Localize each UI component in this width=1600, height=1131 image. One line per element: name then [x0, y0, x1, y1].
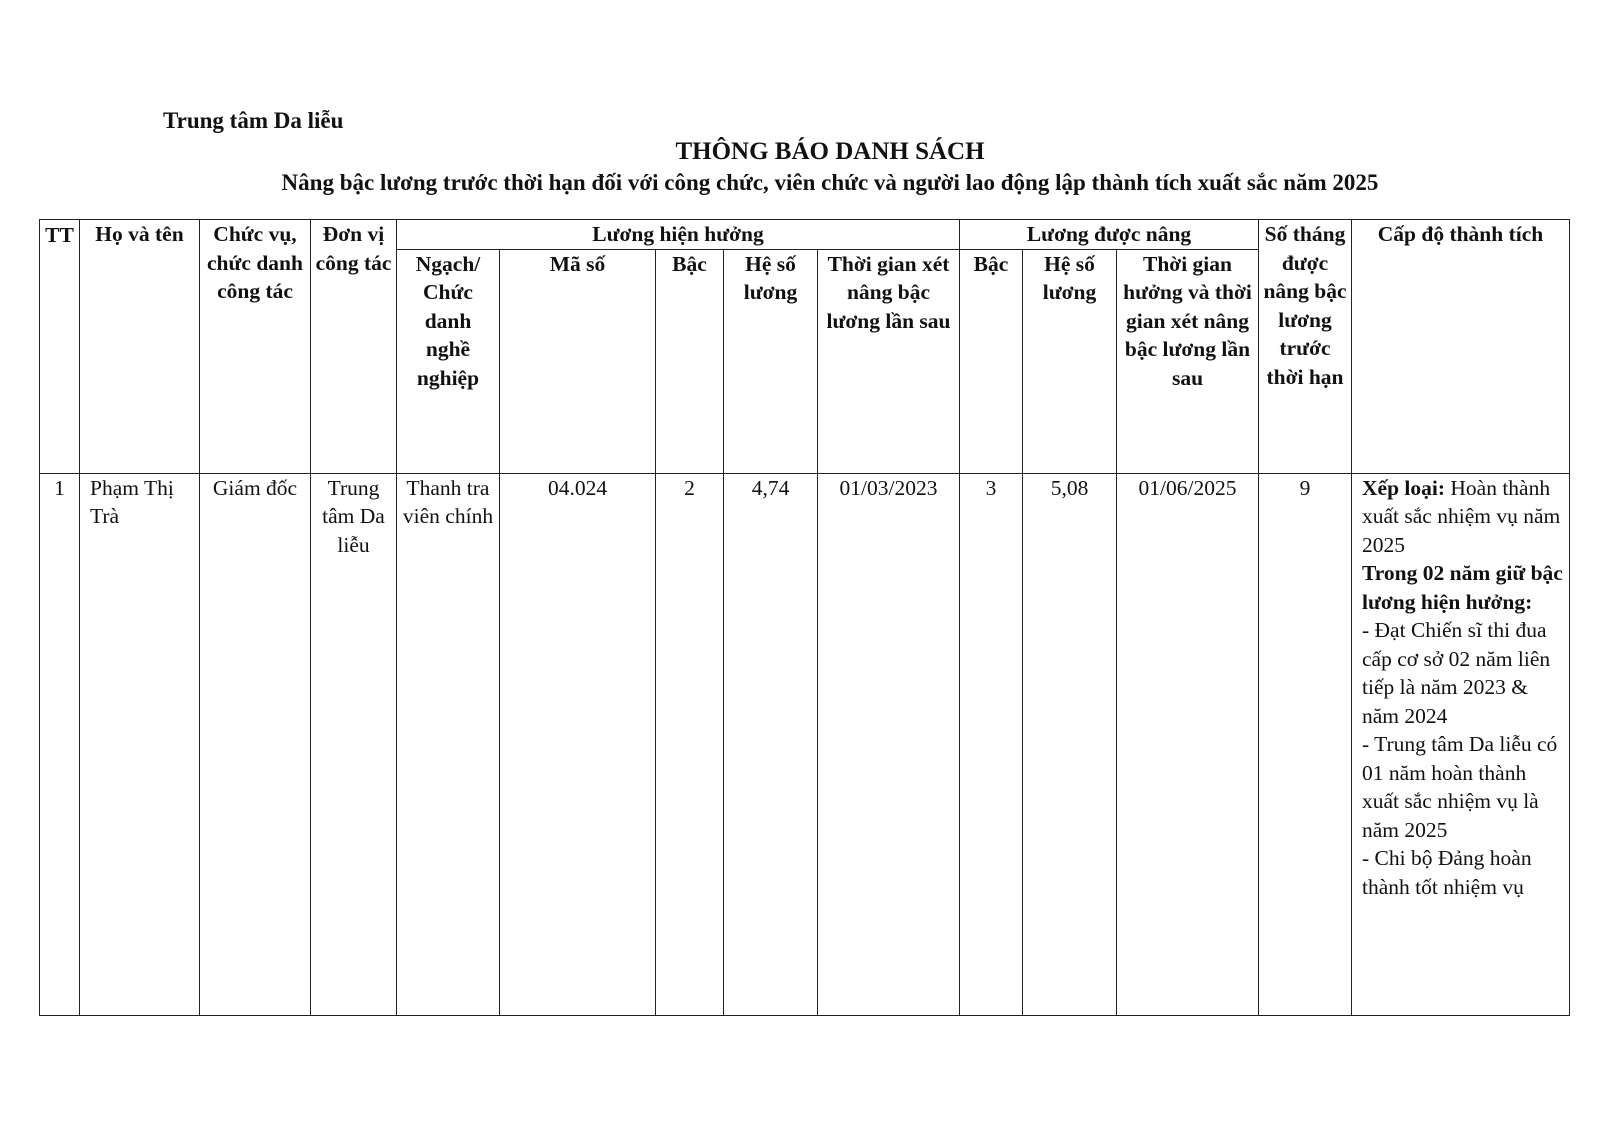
cell-rank: Thanh tra viên chính — [397, 473, 500, 1015]
header-raised-salary: Lương được nâng — [960, 220, 1259, 250]
cell-position: Giám đốc — [200, 473, 311, 1015]
header-tt: TT — [40, 220, 80, 474]
table-row — [40, 473, 1570, 1015]
header-name: Họ và tên — [80, 220, 200, 474]
header-current-step: Bậc — [656, 249, 724, 473]
header-position: Chức vụ, chức danh công tác — [200, 220, 311, 474]
achievement-period-heading: Trong 02 năm giữ bậc lương hiện hưởng: — [1362, 561, 1563, 614]
achievement-rating-value: Hoàn thành xuất sắc nhiệm vụ năm 2025 — [1362, 475, 1561, 557]
salary-raise-table — [39, 219, 1570, 1016]
cell-coefficient: 4,74 — [724, 473, 818, 1015]
cell-raised-time: 01/06/2025 — [1117, 473, 1259, 1015]
achievement-rating — [1362, 474, 1567, 560]
header-raised-time: Thời gian hưởng và thời gian xét nâng bậc lương lần sau — [1117, 249, 1259, 473]
header-code: Mã số — [500, 249, 656, 473]
cell-raised-coefficient: 5,08 — [1023, 473, 1117, 1015]
header-raised-coefficient: Hệ số lương — [1023, 249, 1117, 473]
cell-step: 2 — [656, 473, 724, 1015]
cell-months: 9 — [1259, 473, 1352, 1015]
header-achievement: Cấp độ thành tích — [1352, 220, 1570, 474]
header-current-salary: Lương hiện hưởng — [397, 220, 960, 250]
cell-name: Phạm Thị Trà — [80, 473, 200, 1015]
header-next-review: Thời gian xét nâng bậc lương lần sau — [818, 249, 960, 473]
header-raised-step: Bậc — [960, 249, 1023, 473]
organization-name: Trung tâm Da liễu — [163, 108, 344, 133]
header-unit: Đơn vị công tác — [311, 220, 397, 474]
achievement-item: - Trung tâm Da liễu có 01 năm hoàn thành xuất sắc nhiệm vụ là năm 2025 — [1362, 732, 1558, 842]
achievement-item: - Đạt Chiến sĩ thi đua cấp cơ sở 02 năm liên tiếp là năm 2023 & năm 2024 — [1362, 618, 1551, 728]
achievement-rating-label: Xếp loại: — [1362, 475, 1446, 500]
document-subtitle: Nâng bậc lương trước thời hạn đối với công chức, viên chức và người lao động lập thành tích xuất sắc năm 2025 — [281, 170, 1379, 195]
cell-code: 04.024 — [500, 473, 656, 1015]
cell-next-review: 01/03/2023 — [818, 473, 960, 1015]
achievement-item: - Chi bộ Đảng hoàn thành tốt nhiệm vụ — [1362, 846, 1532, 899]
cell-raised-step: 3 — [960, 473, 1023, 1015]
header-months: Số tháng được nâng bậc lương trước thời hạn — [1259, 220, 1352, 474]
cell-achievement — [1352, 473, 1570, 1015]
document-title: THÔNG BÁO DANH SÁCH — [675, 138, 985, 165]
header-current-rank: Ngạch/ Chức danh nghề nghiệp — [397, 249, 500, 473]
cell-tt: 1 — [40, 473, 80, 1015]
header-current-coefficient: Hệ số lương — [724, 249, 818, 473]
cell-unit: Trung tâm Da liễu — [311, 473, 397, 1015]
